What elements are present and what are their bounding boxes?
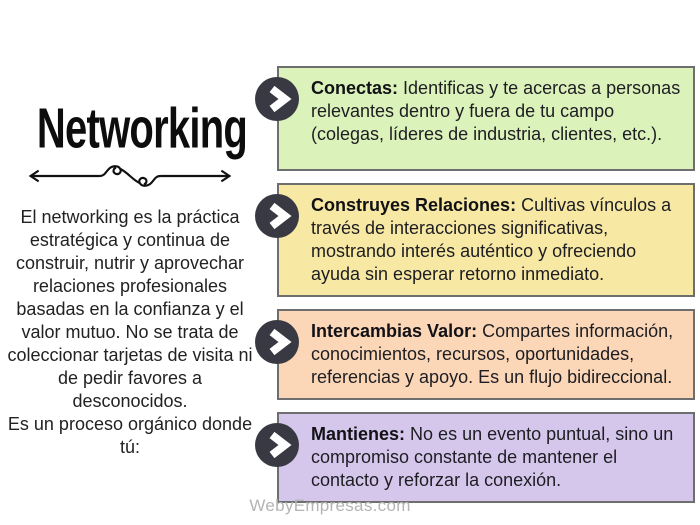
list-item-mantienes	[277, 412, 695, 503]
list-item-construyes	[277, 183, 695, 297]
arrow-right-icon	[255, 194, 299, 238]
intro-paragraph: El networking es la práctica estratégica y continua de construir, nutrir y aprovechar relaciones profesionales basadas en la confianza y el valor mutuo. No se trata de coleccionar tarjetas de visita ni de pedir favores a desconocidos.	[7, 207, 253, 411]
page-title: Networking	[36, 97, 248, 161]
intro-text	[3, 206, 257, 459]
watermark-text: WebyEmpresas.com	[249, 496, 411, 515]
item-lead: Mantienes:	[311, 424, 406, 444]
steps-list	[277, 66, 695, 515]
arrow-right-icon	[255, 320, 299, 364]
item-lead: Conectas:	[311, 78, 399, 98]
list-item-conectas	[277, 66, 695, 171]
item-text: Compartes información, conocimientos, recursos, oportunidades, referencias y apoyo. Es un flujo bidireccional.	[311, 321, 674, 387]
arrow-right-icon	[255, 423, 299, 467]
list-item-intercambias	[277, 309, 695, 400]
item-text: Cultivas vínculos a través de interacciones significativas, mostrando interés auténtico y ofreciendo ayuda sin esperar retorno inmediato.	[311, 195, 672, 284]
arrow-right-icon	[255, 77, 299, 121]
intro-lead-in: Es un proceso orgánico donde tú:	[7, 414, 253, 457]
double-arrow-scroll-divider-icon	[0, 160, 260, 192]
item-text: Identificas y te acercas a personas relevantes dentro y fuera de tu campo (colegas, líderes de industria, clientes, etc.).	[311, 78, 681, 144]
item-lead: Construyes Relaciones:	[311, 195, 517, 215]
intro-panel	[0, 0, 260, 459]
item-lead: Intercambias Valor:	[311, 321, 478, 341]
item-text: No es un evento puntual, sino un compromiso constante de mantener el contacto y reforzar la conexión.	[311, 424, 674, 490]
